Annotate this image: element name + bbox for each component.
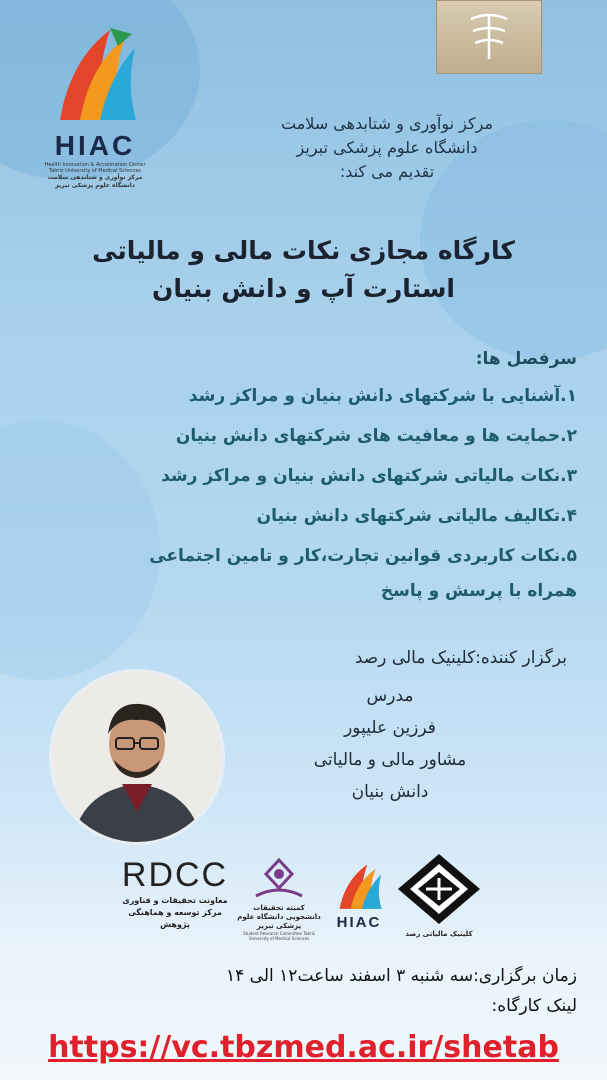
person-icon bbox=[52, 672, 222, 842]
teacher-role: مدرس bbox=[366, 686, 414, 706]
rdcc-caption: معاونت تحقیقات و فناوری مرکز توسعه و هماهنگی پژوهش bbox=[122, 896, 228, 929]
badge-text bbox=[439, 65, 539, 71]
hiac-logo-text: HIAC bbox=[54, 130, 136, 161]
list-item: ۴.تکالیف مالیاتی شرکتهای دانش بنیان bbox=[256, 506, 577, 526]
presenter-block bbox=[167, 112, 607, 184]
hiac-small-text: HIAC bbox=[336, 914, 382, 931]
title-line2: استارت آپ و دانش بنیان bbox=[152, 274, 455, 303]
calligraphy-icon bbox=[467, 9, 511, 65]
list-item: ۵.نکات کاربردی قوانین تجارت،کار و تامین اجتماعی bbox=[149, 546, 577, 566]
workshop-link[interactable]: https://vc.tbzmed.ac.ir/shetab bbox=[48, 1030, 559, 1065]
teacher-field: دانش بنیان bbox=[351, 782, 429, 802]
hiac-small-logo bbox=[326, 860, 392, 946]
org-line2: دانشگاه علوم پزشکی تبریز bbox=[296, 138, 478, 157]
title-line1: کارگاه مجازی نکات مالی و مالیاتی bbox=[92, 236, 515, 265]
rasad-emblem-icon bbox=[396, 852, 482, 926]
hiac-caption-en: Health Innovation & Acceleration Center Tabriz University of Medical Sciences bbox=[44, 162, 146, 174]
student-committee-en: Student Research Committee Tabriz University of Medical Sciences bbox=[243, 931, 315, 941]
microscope-icon bbox=[236, 856, 322, 900]
rdcc-logo bbox=[120, 856, 230, 946]
teacher-name: فرزین علیپور bbox=[344, 718, 436, 738]
hiac-logo bbox=[40, 20, 150, 200]
rasad-logo bbox=[396, 852, 482, 948]
student-committee-caption: کمیته تحقیقات دانشجویی دانشگاه علوم پزشکی تبریز bbox=[237, 904, 321, 930]
org-line1: مرکز نوآوری و شتابدهی سلامت bbox=[280, 114, 494, 133]
list-item: ۳.نکات مالیاتی شرکتهای دانش بنیان و مراکز رشد bbox=[161, 466, 577, 486]
schedule-text: زمان برگزاری:سه شنبه ۳ اسفند ساعت۱۲ الی ۱۴ bbox=[226, 966, 577, 986]
list-item: ۱.آشنایی با شرکتهای دانش بنیان و مراکز رشد bbox=[188, 386, 577, 406]
instructor-photo bbox=[52, 672, 222, 842]
rdcc-logo-text: RDCC bbox=[121, 856, 229, 894]
org-line3: تقدیم می کند: bbox=[339, 162, 435, 181]
sections-heading: سرفصل ها: bbox=[475, 349, 577, 369]
organizer: برگزار کننده:کلینیک مالی رصد bbox=[354, 648, 567, 668]
list-item: همراه با پرسش و پاسخ bbox=[380, 581, 577, 601]
hiac-sail-icon bbox=[326, 860, 392, 910]
workshop-title bbox=[0, 232, 607, 308]
list-item: ۲.حمایت ها و معافیت های شرکتهای دانش بنیان bbox=[175, 426, 577, 446]
support-badge bbox=[436, 0, 542, 74]
teacher-title: مشاور مالی و مالیاتی bbox=[313, 750, 467, 770]
teacher-block bbox=[240, 680, 540, 808]
sections-list bbox=[17, 342, 577, 606]
link-label: لینک کارگاه: bbox=[491, 996, 577, 1016]
hiac-caption-fa: مرکز نوآوری و شتابدهی سلامت دانشگاه علوم پزشکی تبریز bbox=[47, 174, 143, 189]
student-committee-logo bbox=[236, 856, 322, 948]
rasad-caption: کلینیک مالیاتی رصد bbox=[405, 930, 473, 938]
hiac-sail-icon bbox=[40, 20, 150, 130]
